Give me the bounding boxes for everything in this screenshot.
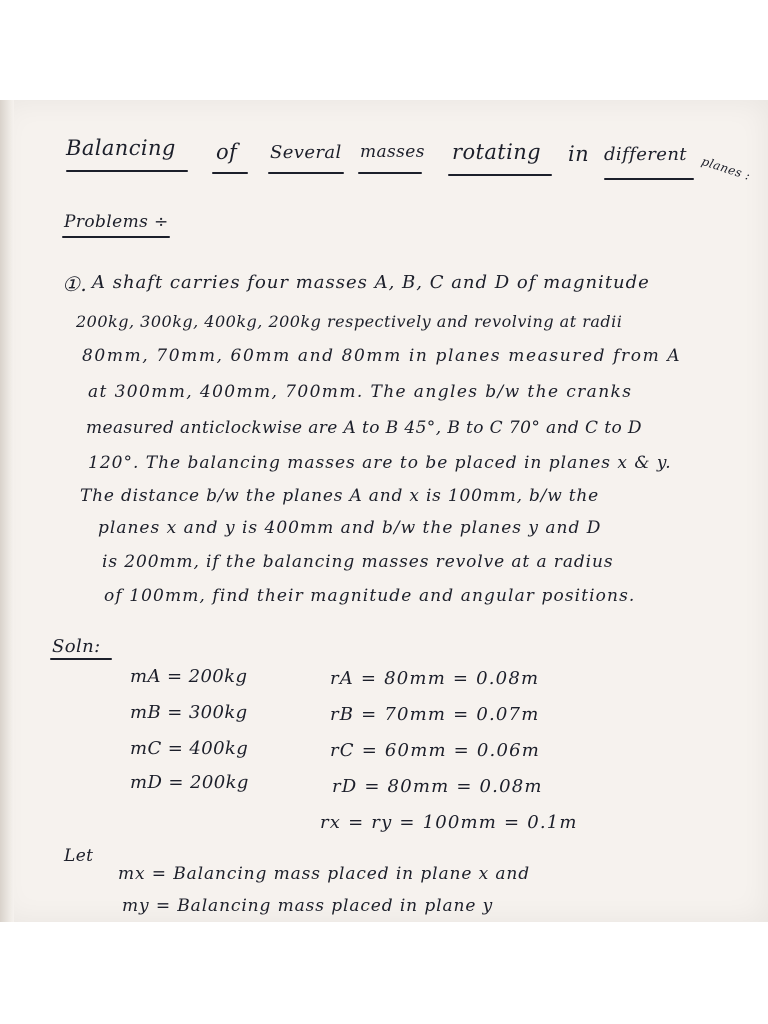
let-line: my = Balancing mass placed in plane y (122, 896, 494, 916)
title-word: in (568, 142, 590, 166)
title-word: masses (360, 142, 425, 162)
problem-line: 200kg, 300kg, 400kg, 200kg respectively and revolving at radii (76, 312, 623, 331)
given-radius: rA = 80mm = 0.08m (330, 668, 540, 689)
problem-line: measured anticlockwise are A to B 45°, B to C 70° and C to D (86, 418, 642, 438)
let-label: Let (64, 846, 94, 866)
title-underline (448, 174, 552, 176)
given-radius: rB = 70mm = 0.07m (330, 704, 540, 725)
problem-line: The distance b/w the planes A and x is 100mm, b/w the (80, 486, 600, 506)
title-word: rotating (452, 140, 541, 164)
problem-line: planes x and y is 400mm and b/w the planes y and D (98, 518, 602, 538)
problem-line: 120°. The balancing masses are to be placed in planes x & y. (88, 453, 672, 473)
title-word: of (216, 140, 238, 164)
solution-label: Soln: (52, 636, 101, 657)
page-edge-shadow (0, 100, 14, 922)
title-word: planes : (699, 154, 753, 183)
title-underline (604, 178, 694, 180)
problem-line: is 200mm, if the balancing masses revolve at a radius (102, 552, 614, 572)
title-underline (66, 170, 188, 172)
title-underline (212, 172, 248, 174)
problems-heading: Problems ÷ (64, 212, 169, 232)
given-mass: mC = 400kg (130, 738, 249, 759)
solution-underline (50, 658, 112, 660)
problems-underline (62, 236, 170, 238)
let-line: mx = Balancing mass placed in plane x and (118, 864, 531, 884)
title-word: Balancing (66, 136, 176, 160)
title-word: different (604, 144, 687, 165)
problem-number: ①. (62, 272, 88, 296)
given-radius: rC = 60mm = 0.06m (330, 740, 541, 761)
given-mass: mA = 200kg (130, 666, 248, 687)
given-radius: rx = ry = 100mm = 0.1m (320, 812, 578, 833)
problem-line: at 300mm, 400mm, 700mm. The angles b/w the cranks (88, 382, 633, 402)
given-mass: mB = 300kg (130, 702, 248, 723)
given-radius: rD = 80mm = 0.08m (332, 776, 543, 797)
notebook-page (0, 100, 768, 922)
title-underline (268, 172, 344, 174)
given-mass: mD = 200kg (130, 772, 249, 793)
title-word: Several (270, 142, 342, 163)
problem-line: 80mm, 70mm, 60mm and 80mm in planes measured from A (82, 346, 682, 366)
problem-line: of 100mm, find their magnitude and angular positions. (104, 586, 636, 606)
problem-line: A shaft carries four masses A, B, C and D of magnitude (92, 272, 650, 293)
title-underline (358, 172, 422, 174)
